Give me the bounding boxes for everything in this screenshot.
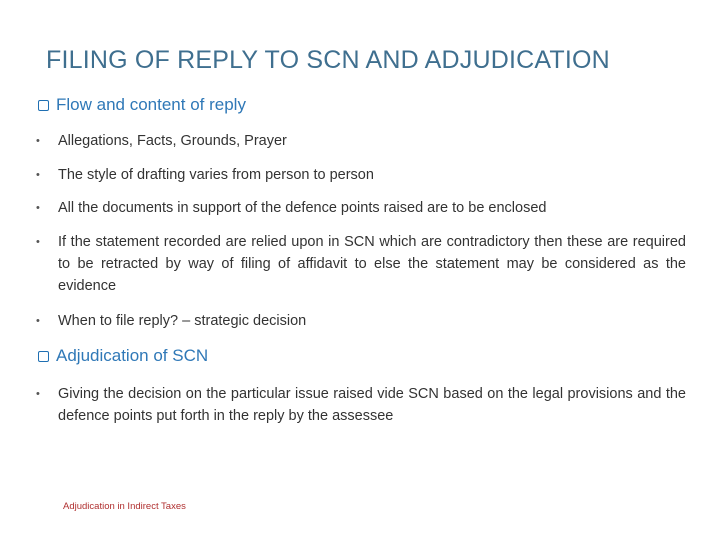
bullet-dot-icon: •: [36, 315, 40, 327]
list-item-text: If the statement recorded are relied upon in SCN which are contradictory then these are required to be retracted by way of filing of affidavit to else the statement may be considered as the evidence: [58, 234, 686, 294]
list-item: [36, 164, 686, 186]
checkbox-bullet-icon: [38, 351, 49, 362]
list-item-text: Allegations, Facts, Grounds, Prayer: [58, 133, 287, 149]
page-title: FILING OF REPLY TO SCN AND ADJUDICATION: [46, 46, 610, 74]
bullet-dot-icon: •: [36, 169, 40, 181]
list-item-text: All the documents in support of the defence points raised are to be enclosed: [58, 200, 547, 216]
list-item: [36, 383, 686, 427]
list-item-text: When to file reply? – strategic decision: [58, 313, 307, 329]
list-item: [36, 130, 686, 152]
section-heading-label: Flow and content of reply: [56, 95, 246, 114]
footer-text: Adjudication in Indirect Taxes: [63, 501, 186, 512]
section-heading-adjudication: [38, 346, 208, 366]
section-heading-label: Adjudication of SCN: [56, 346, 209, 365]
list-item-text: The style of drafting varies from person to person: [58, 167, 374, 183]
bullet-dot-icon: •: [36, 135, 40, 147]
list-item: [36, 231, 686, 297]
list-item-text: Giving the decision on the particular issue raised vide SCN based on the legal provisions and the defence points put forth in the reply by the assessee: [58, 386, 686, 424]
list-item: [36, 310, 686, 332]
bullet-dot-icon: •: [36, 202, 40, 214]
list-item: [36, 197, 686, 219]
bullet-dot-icon: •: [36, 236, 40, 248]
bullet-dot-icon: •: [36, 388, 40, 400]
checkbox-bullet-icon: [38, 100, 49, 111]
section-heading-flow: [38, 95, 246, 115]
